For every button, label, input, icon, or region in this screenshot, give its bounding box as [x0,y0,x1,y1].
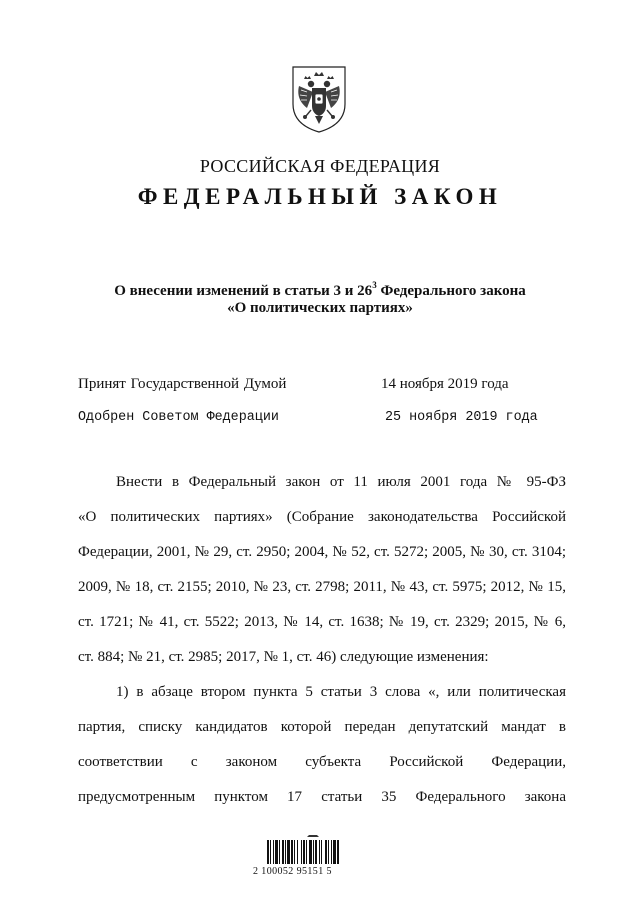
law-type-heading: ФЕДЕРАЛЬНЫЙ ЗАКОН [137,184,503,209]
council-approval-label: Одобрен Советом Федерации [78,410,279,425]
duma-adoption-date: 14 ноября 2019 года [381,376,509,392]
body-line: партия, списку кандидатов которой передан депутатский мандат в [78,719,566,735]
law-title-line-1-tail: Федерального закона [376,283,526,299]
country-name: РОССИЙСКАЯ ФЕДЕРАЦИЯ [199,156,441,176]
state-emblem-icon [287,64,351,134]
body-line: 2009, № 18, ст. 2155; 2010, № 23, ст. 2798; 2011, № 43, ст. 5975; 2012, № 15, [78,579,566,595]
body-line: ст. 1721; № 41, ст. 5522; 2013, № 14, ст. 1638; № 19, ст. 2329; 2015, № 6, [78,614,566,630]
body-line: Федерации, 2001, № 29, ст. 2950; 2004, № 52, ст. 5272; 2005, № 30, ст. 3104; [78,544,566,560]
body-line: предусмотренным пунктом 17 статьи 35 Федерального закона [78,789,566,805]
law-title [0,280,640,317]
duma-adoption-label: Принят Государственной Думой [78,376,287,392]
law-title-line-1 [0,280,640,300]
adoption-council-row [78,410,558,430]
law-title-line-1-text: О внесении изменений в статьи 3 и 26 [114,283,373,299]
body-line: Внести в Федеральный закон от 11 июля 2001 года № 95-ФЗ [116,474,566,490]
law-title-line-2: «О политических партиях» [227,300,413,316]
body-line: 1) в абзаце втором пункта 5 статьи 3 слова «, или политическая [116,684,566,700]
body-line: соответствии с законом субъекта Российской Федерации, [78,754,566,770]
law-title-superscript: 3 [372,280,377,290]
barcode-number: 2 100052 95151 5 [253,866,332,877]
law-body-text [78,465,566,815]
adoption-duma-row [78,376,558,396]
council-approval-date: 25 ноября 2019 года [385,410,538,425]
body-line: «О политических партиях» (Собрание законодательства Российской [78,509,566,525]
body-line: ст. 884; № 21, ст. 2985; 2017, № 1, ст. 46) следующие изменения: [78,649,489,665]
